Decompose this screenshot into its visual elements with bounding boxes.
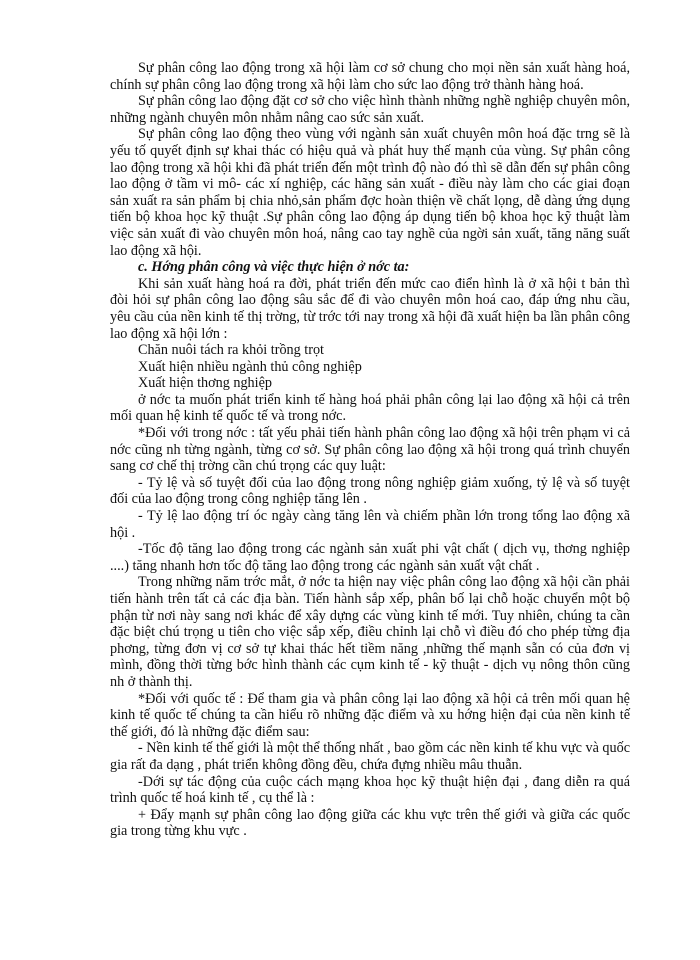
list-item: Chăn nuôi tách ra khỏi trồng trọt [138, 342, 324, 359]
paragraph: Sự phân công lao động đặt cơ sở cho việc hình thành những nghề nghiệp chuyên môn, những ngành chuyên môn nhằm nâng cao sức sản xuất. [110, 93, 630, 126]
paragraph: ở nớc ta muốn phát triển kinh tế hàng hoá phải phân công lại lao động xã hội cả trên mối quan hệ kinh tế quốc tế và trong nớc. [110, 391, 630, 425]
bullet-paragraph: + Đẩy mạnh sự phân công lao động giữa các khu vực trên thế giới và giữa các quốc gia trong từng khu vực . [110, 806, 630, 840]
paragraph: *Đối với quốc tế : Để tham gia và phân công lại lao động xã hội cả trên mối quan hệ kinh tế quốc tế chúng ta cần hiểu rõ những đặc điểm và xu hớng hiện đại của nền kinh tế thế giới, đó là những đặc điểm sau: [110, 690, 630, 740]
paragraph: Sự phân công lao động trong xã hội làm cơ sở chung cho mọi nền sản xuất hàng hoá, chính sự phân công lao động trong xã hội làm cho sức lao động trở thành hàng hoá. [110, 60, 630, 93]
section-heading: c. Hớng phân công và việc thực hiện ở nớc ta: [138, 259, 410, 276]
bullet-paragraph: -Tốc độ tăng lao động trong các ngành sản xuất phi vật chất ( dịch vụ, thơng nghiệp ....) tăng nhanh hơn tốc độ tăng lao động trong các ngành sản xuất vật chất . [110, 541, 630, 574]
list-item: Xuất hiện thơng nghiệp [138, 375, 272, 392]
paragraph: Khi sản xuất hàng hoá ra đời, phát triển đến mức cao điển hình là ở xã hội t bản thì đòi hỏi sự phân công lao động sâu sắc để đi vào chuyên môn hoá cao, đáp ứng nhu cầu, yêu cầu của nền kinh tế thị trờng, từ trớc tới nay trong xã hội đã xuất hiện ba lần phân công lao động xã hội lớn : [110, 275, 630, 342]
document-page [110, 60, 630, 840]
bullet-paragraph: - Tỷ lệ lao động trí óc ngày càng tăng lên và chiếm phần lớn trong tổng lao động xã hội . [110, 508, 630, 541]
paragraph: Sự phân công lao động theo vùng với ngành sản xuất chuyên môn hoá đặc trng sẽ là yếu tố quyết định sự khai thác có hiệu quả và phát huy thế mạnh của vùng. Sự phân công lao động trong xã hội khi đã phát triển đến một trình độ nào đó thì sẽ dẫn đến sự phân công lao động ở tầm vi mô- các xí nghiệp, các hãng sản xuất - điều này làm cho các giai đoạn sản xuất ra sản phẩm bị chia nhỏ,sản phẩm đợc hoàn thiện về chất lọng, dễ dàng ứng dụng tiến bộ khoa học kỹ thuật .Sự phân công lao động áp dụng tiến bộ khoa học kỹ thuật làm việc sản xuất đi vào chuyên môn hoá, nâng cao tay nghề của ngời sản xuất, tăng năng suất lao động xã hội. [110, 126, 630, 259]
bullet-paragraph: -Dới sự tác động của cuộc cách mạng khoa học kỹ thuật hiện đại , đang diễn ra quá trình quốc tế hoá kinh tế , cụ thể là : [110, 773, 630, 807]
bullet-paragraph: - Nền kinh tế thế giới là một thể thống nhất , bao gồm các nền kinh tế khu vực và quốc gia rất đa dạng , phát triển không đồng đều, chứa đựng nhiều mâu thuẫn. [110, 740, 630, 773]
paragraph: *Đối với trong nớc : tất yếu phải tiến hành phân công lao động xã hội trên phạm vi cả nớc cũng nh từng ngành, từng cơ sở. Sự phân công lao động xã hội trong quá trình chuyển sang cơ chế thị trờng cần chú trọng các quy luật: [110, 425, 630, 475]
list-item: Xuất hiện nhiều ngành thủ công nghiệp [138, 358, 362, 375]
bullet-paragraph: - Tỷ lệ và số tuyệt đối của lao động trong nông nghiệp giảm xuống, tỷ lệ và số tuyệt đối của lao động trong công nghiệp tăng lên . [110, 474, 630, 508]
paragraph: Trong những năm trớc mắt, ở nớc ta hiện nay việc phân công lao động xã hội cần phải tiến hành trên tất cả các địa bàn. Tiến hành sắp xếp, phân bố lại chỗ hoặc chuyển một bộ phận từ nơi này sang nơi khác để xây dựng các vùng kinh tế mới. Tuy nhiên, chúng ta cần đặc biệt chú trọng u tiên cho việc sắp xếp, điều chỉnh lại chỗ vì điều đó cho phép từng địa phơng, từng đơn vị cơ sở tự khai thác hết tiềm năng ,những thế mạnh sẵn có của đơn vị mình, đồng thời từng bớc hình thành các cụm kinh tế - kỹ thuật - dịch vụ nông thôn cũng nh ở thành thị. [110, 574, 630, 690]
